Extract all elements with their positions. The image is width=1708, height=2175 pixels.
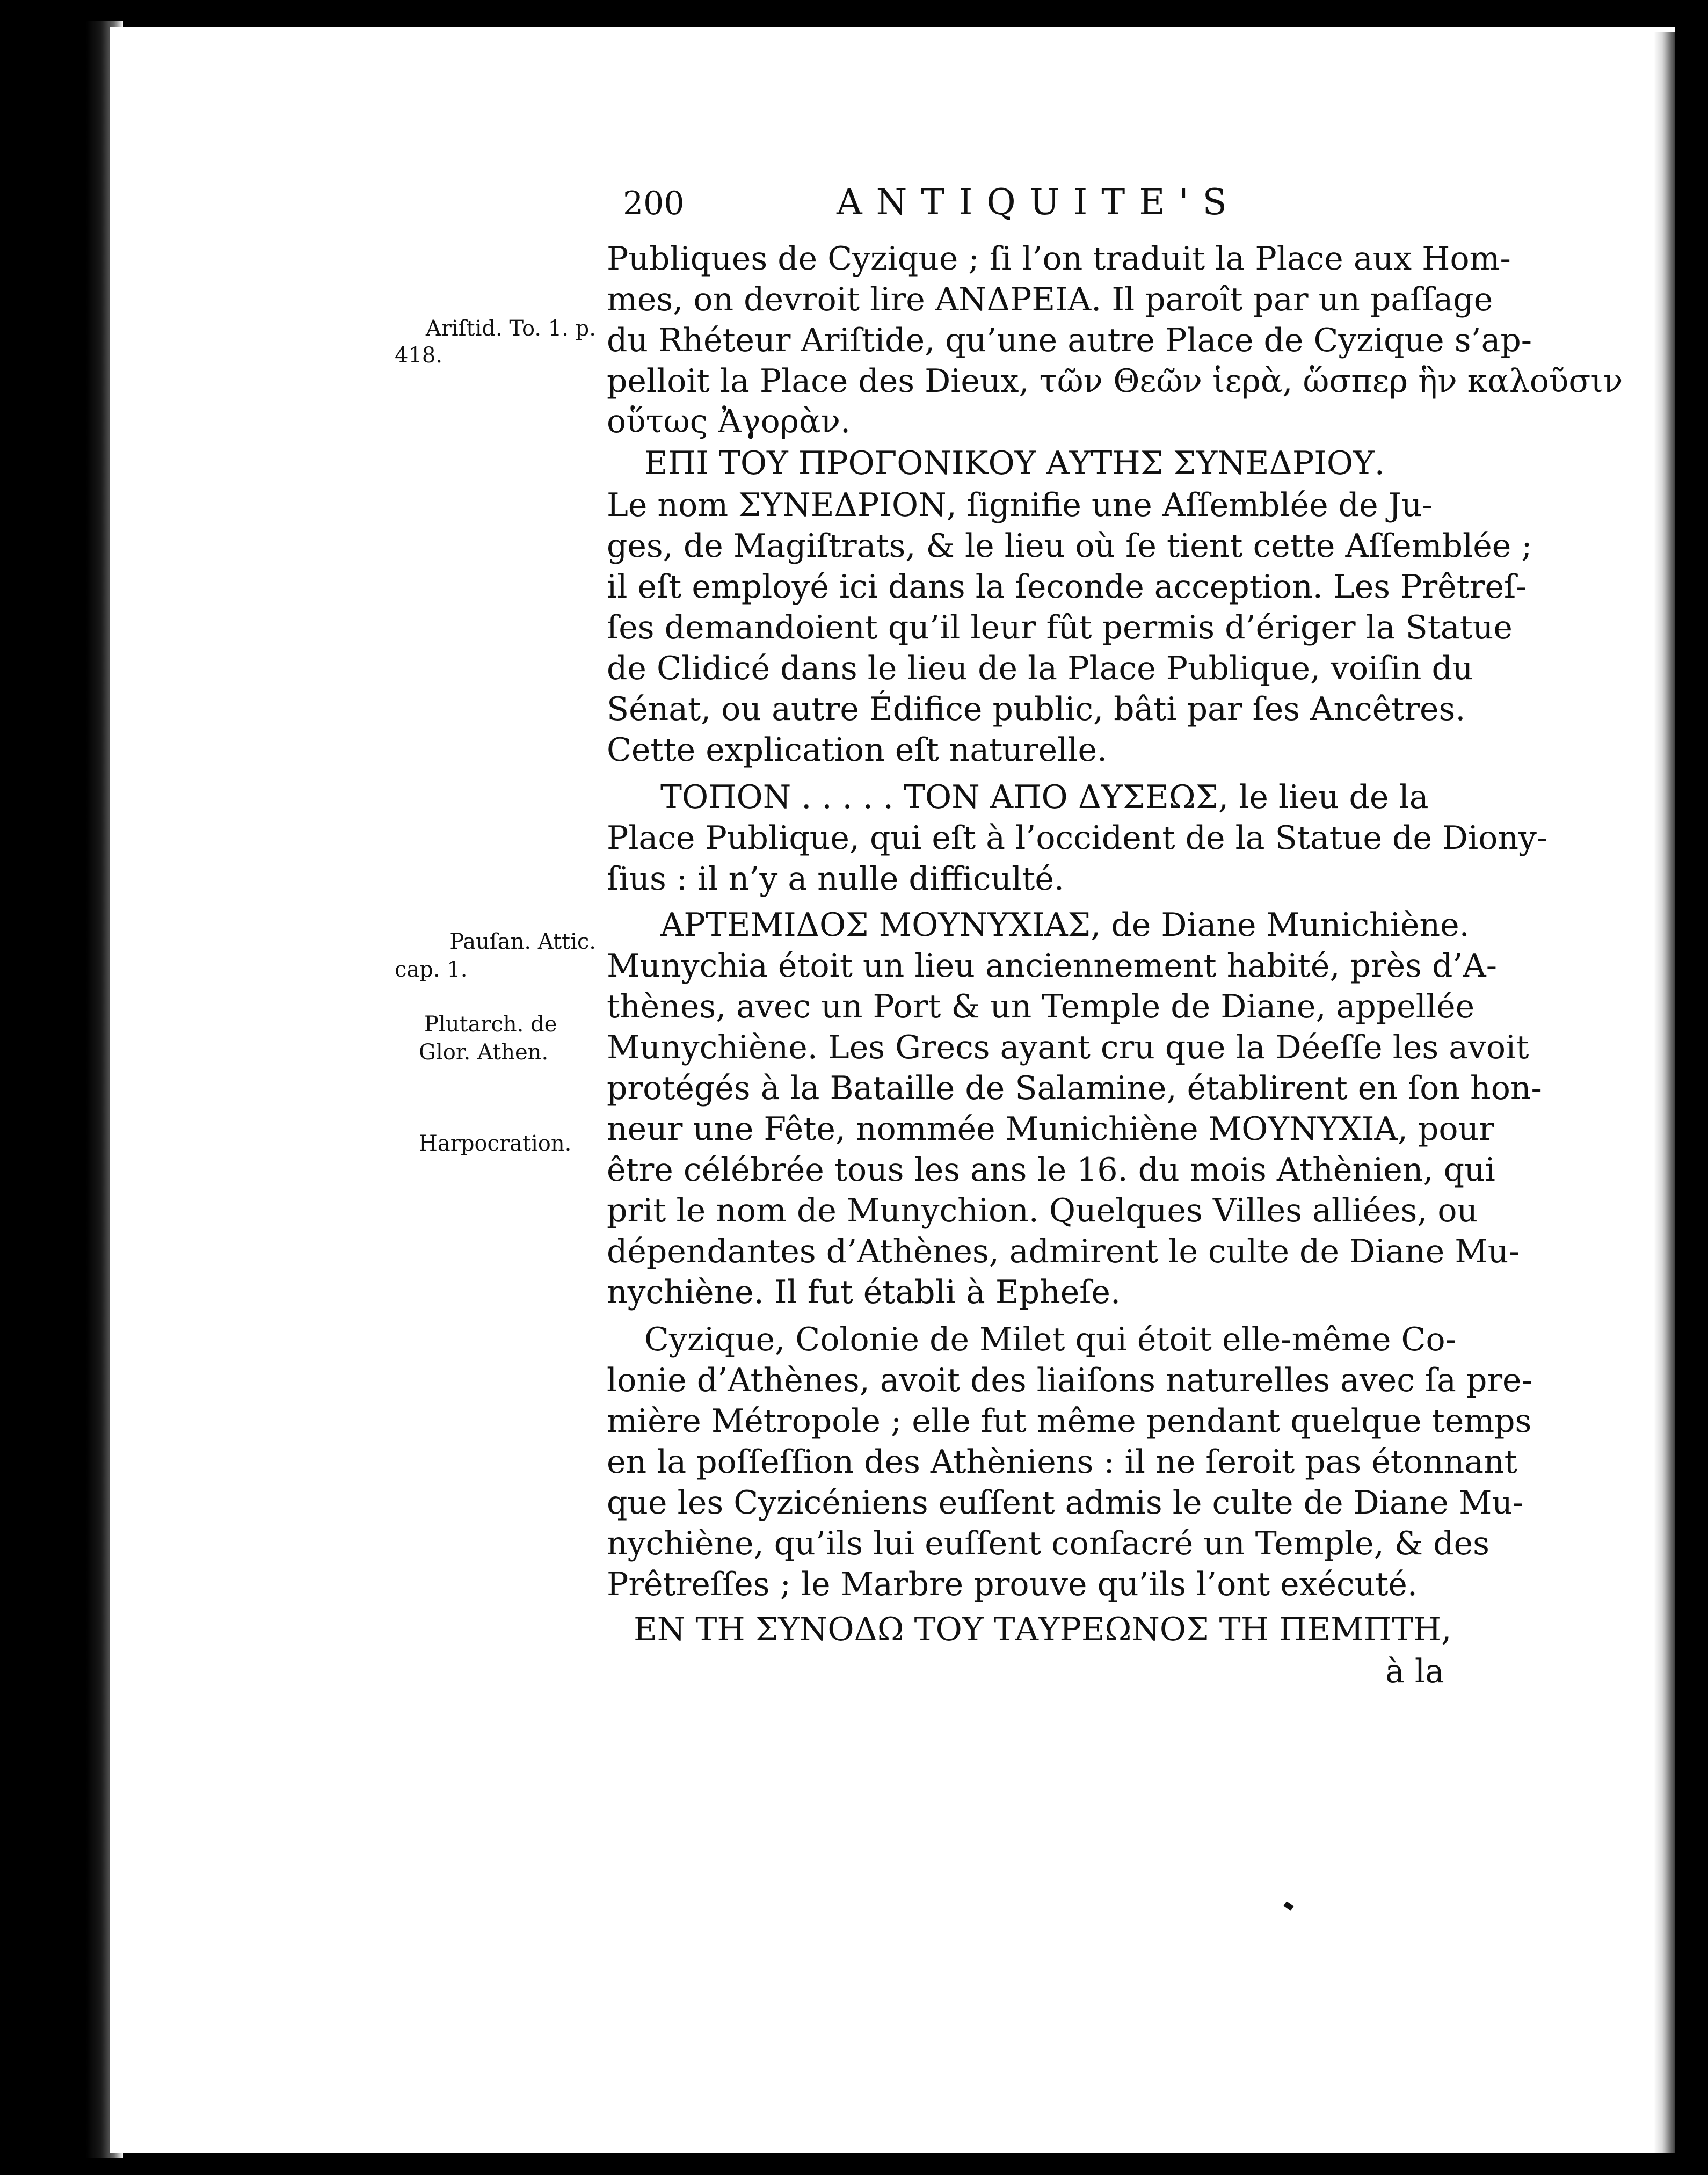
text-line: thènes, avec un Port & un Temple de Diane, appellée bbox=[607, 988, 1475, 1025]
text-line: ΑΡΤΕΜΙΔΟΣ ΜΟΥΝΥΧΙΑΣ, de Diane Munichiène. bbox=[660, 906, 1470, 944]
margin-note-plutarch: Plutarch. de bbox=[424, 1012, 557, 1037]
text-line: ΕΠΙ ΤΟΥ ΠΡΟΓΟΝΙΚΟΥ ΑΥΤΗΣ ΣΥΝΕΔΡΙΟΥ. bbox=[644, 445, 1385, 482]
margin-note-aristid: Ariſtid. To. 1. p. bbox=[425, 316, 596, 341]
text-line: Munychiène. Les Grecs ayant cru que la Déeſſe les avoit bbox=[607, 1029, 1529, 1066]
text-line: Cyzique, Colonie de Milet qui étoit elle-même Co- bbox=[644, 1321, 1456, 1358]
text-line: il eſt employé ici dans la ſeconde acception. Les Prêtreſ- bbox=[607, 568, 1527, 606]
text-line: être célébrée tous les ans le 16. du mois Athènien, qui bbox=[607, 1151, 1495, 1189]
text-line: Le nom ΣΥΝΕΔΡΙΟΝ, ſignifie une Aſſemblée de Ju- bbox=[607, 486, 1433, 524]
text-line: Munychia étoit un lieu anciennement habité, près d’A- bbox=[607, 947, 1498, 985]
text-line: ſes demandoient qu’il leur fût permis d’ériger la Statue bbox=[607, 609, 1513, 646]
header-title: ANTIQUITE'S bbox=[837, 181, 1241, 223]
text-line: protégés à la Bataille de Salamine, établirent en ſon hon- bbox=[607, 1070, 1542, 1107]
text-line: nychiène, qu’ils lui euſſent conſacré un Temple, & des bbox=[607, 1525, 1489, 1562]
text-line: que les Cyzicéniens euſſent admis le culte de Diane Mu- bbox=[607, 1484, 1524, 1522]
text-line: ΤΟΠΟΝ . . . . . ΤΟΝ ΑΠΟ ΔΥΣΕΩΣ, le lieu de la bbox=[660, 779, 1429, 816]
margin-note-pausan-cap: cap. 1. bbox=[395, 957, 468, 982]
text-line: Sénat, ou autre Édifice public, bâti par ſes Ancêtres. bbox=[607, 690, 1466, 728]
text-line: neur une Fête, nommée Munichiène ΜΟΥΝΥΧΙΑ, pour bbox=[607, 1110, 1494, 1148]
text-line: du Rhéteur Ariſtide, qu’une autre Place de Cyzique s’ap- bbox=[607, 322, 1532, 359]
text-line: prit le nom de Munychion. Quelques Villes alliées, ou bbox=[607, 1192, 1478, 1230]
text-line: ges, de Magiſtrats, & le lieu où ſe tient cette Aſſemblée ; bbox=[607, 527, 1532, 565]
text-line: lonie d’Athènes, avoit des liaiſons naturelles avec ſa pre- bbox=[607, 1362, 1532, 1399]
text-line: Publiques de Cyzique ; ſi l’on traduit la Place aux Hom- bbox=[607, 240, 1511, 278]
margin-note-aristid-page: 418. bbox=[395, 343, 443, 368]
text-line: Cette explication eſt naturelle. bbox=[607, 731, 1108, 769]
text-line: Prêtreſſes ; le Marbre prouve qu’ils l’ont exécuté. bbox=[607, 1566, 1418, 1603]
margin-note-pausan: Pauſan. Attic. bbox=[449, 929, 596, 954]
text-line: οὕτως Ἀγορὰν. bbox=[607, 403, 851, 440]
text-line: ſius : il n’y a nulle difficulté. bbox=[607, 860, 1064, 898]
text-line: mes, on devroit lire ΑΝΔΡΕΙΑ. Il paroît par un paſſage bbox=[607, 281, 1493, 318]
text-line: nychiène. Il fut établi à Epheſe. bbox=[607, 1274, 1121, 1311]
margin-note-plutarch-glor: Glor. Athen. bbox=[419, 1040, 549, 1065]
text-line: en la poſſeſſion des Athèniens : il ne ſeroit pas étonnant bbox=[607, 1443, 1517, 1481]
margin-note-harpocration: Harpocration. bbox=[419, 1131, 572, 1156]
page-number: 200 bbox=[623, 185, 685, 222]
running-head bbox=[623, 181, 1482, 230]
text-line: dépendantes d’Athènes, admirent le culte de Diane Mu- bbox=[607, 1233, 1520, 1270]
text-line: pelloit la Place des Dieux, τῶν Θεῶν ἱερὰ, ὥσπερ ἣν καλοῦσιν bbox=[607, 362, 1623, 400]
catchword: à la bbox=[1385, 1653, 1444, 1690]
text-line: mière Métropole ; elle fut même pendant quelque temps bbox=[607, 1402, 1532, 1440]
text-line: de Clidicé dans le lieu de la Place Publique, voiſin du bbox=[607, 650, 1473, 687]
stray-ink-mark bbox=[1284, 1901, 1294, 1910]
text-line: Place Publique, qui eſt à l’occident de la Statue de Diony- bbox=[607, 819, 1548, 857]
text-line: ΕΝ ΤΗ ΣΥΝΟΔΩ ΤΟΥ ΤΑΥΡΕΩΝΟΣ ΤΗ ΠΕΜΠΤΗ, bbox=[634, 1611, 1452, 1648]
